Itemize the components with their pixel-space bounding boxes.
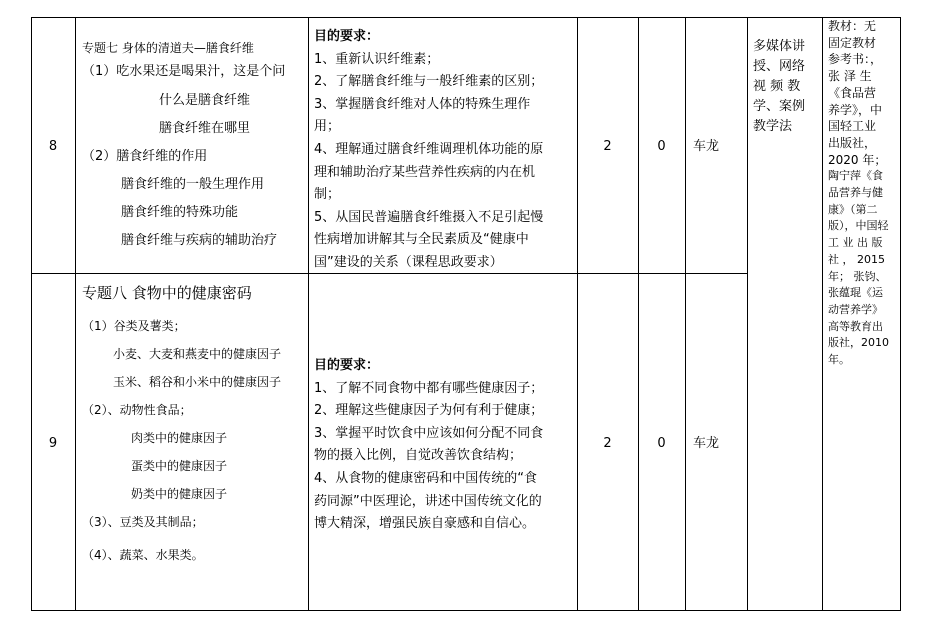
table-divider xyxy=(577,17,578,611)
material-line: 动营养学》 xyxy=(828,302,883,316)
table-divider xyxy=(75,17,76,611)
table-border-top xyxy=(31,17,901,18)
topic-line: （3）、豆类及其制品； xyxy=(82,515,204,529)
material-line: 社 ， 2015 xyxy=(828,252,885,266)
objectives-line: 5、从国民普遍膳食纤维摄入不足引起慢 xyxy=(314,209,544,225)
material-line: 参考书：， xyxy=(828,52,883,67)
material-line: 康》（第二 xyxy=(828,202,878,216)
table-border-left xyxy=(31,17,32,611)
objectives-heading: 目的要求： xyxy=(314,29,380,44)
topic-line: 玉米、稻谷和小米中的健康因子 xyxy=(113,375,282,389)
topic-line: （2）膳食纤维的作用 xyxy=(82,149,208,164)
table-divider xyxy=(822,17,823,611)
material-line: 《食品营 xyxy=(828,85,877,100)
course-schedule-table xyxy=(31,17,901,611)
objectives-line: 4、从食物的健康密码和中国传统的“食 xyxy=(314,470,538,486)
topic-line: 膳食纤维的一般生理作用 xyxy=(121,177,265,192)
method-line: 教学法 xyxy=(753,119,793,134)
objectives-line: 4、理解通过膳食纤维调理机体功能的原 xyxy=(314,141,544,157)
lecture-hours: 2 xyxy=(603,139,612,154)
topic-line: 蛋类中的健康因子 xyxy=(131,459,228,473)
topic-line: 膳食纤维在哪里 xyxy=(159,121,251,136)
lecture-hours: 2 xyxy=(603,436,612,451)
objectives-line: 国”建设的关系（课程思政要求） xyxy=(314,254,503,270)
topic-line: 肉类中的健康因子 xyxy=(131,431,228,445)
objectives-line: 药同源”中医理论，讲述中国传统文化的 xyxy=(314,493,542,509)
material-line: 高等教育出 xyxy=(828,319,883,333)
material-line: 陶宁萍《食 xyxy=(828,169,883,183)
material-line: 版），中国轻 xyxy=(828,219,889,233)
material-line: 出版社， xyxy=(828,135,877,150)
objectives-block xyxy=(314,355,543,536)
row-number: 9 xyxy=(48,436,58,451)
lab-hours: 0 xyxy=(657,139,666,154)
material-line: 张 泽 生 xyxy=(828,69,872,84)
topic-line: 膳食纤维的特殊功能 xyxy=(121,205,239,220)
material-line: 年； 张钧、 xyxy=(828,269,887,283)
topic-line: （1）谷类及薯类； xyxy=(82,319,186,333)
material-line: 固定教材 xyxy=(828,35,877,50)
method-line: 视 频 教 xyxy=(753,79,801,94)
table-divider xyxy=(308,17,309,611)
table-border-right xyxy=(900,17,901,611)
table-divider xyxy=(685,17,686,611)
material-line: 养学》，中 xyxy=(828,102,883,117)
topic-title: 专题八 食物中的健康密码 xyxy=(82,284,252,302)
material-line: 国轻工业 xyxy=(828,119,877,134)
material-line: 张蕴琨《运 xyxy=(828,286,883,300)
table-border-bottom xyxy=(31,610,901,611)
material-line: 教材：无 xyxy=(828,19,877,33)
objectives-line: 用； xyxy=(314,119,341,135)
objectives-line: 3、掌握平时饮食中应该如何分配不同食 xyxy=(314,425,544,441)
table-divider xyxy=(747,17,748,611)
objectives-line: 博大精深，增强民族自豪感和自信心。 xyxy=(314,516,536,532)
teacher-name: 车龙 xyxy=(693,139,720,154)
teacher-name: 车龙 xyxy=(693,436,720,451)
topic-title: 专题七 身体的清道夫—膳食纤维 xyxy=(82,41,254,55)
topic-line: 奶类中的健康因子 xyxy=(131,487,228,501)
objectives-line: 1、了解不同食物中都有哪些健康因子； xyxy=(314,380,544,396)
objectives-line: 性病增加讲解其与全民素质及“健康中 xyxy=(314,232,529,248)
method-line: 授、网络 xyxy=(753,59,806,74)
topic-line: 小麦、大麦和燕麦中的健康因子 xyxy=(113,347,282,361)
teaching-method-cell xyxy=(753,37,805,137)
table-divider xyxy=(638,17,639,611)
objectives-line: 制； xyxy=(314,187,341,203)
lab-hours: 0 xyxy=(657,436,666,451)
topic-line: （2）、动物性食品； xyxy=(82,403,192,417)
topic-line: 膳食纤维与疾病的辅助治疗 xyxy=(121,233,278,248)
objectives-line: 物的摄入比例，自觉改善饮食结构； xyxy=(314,448,523,464)
objectives-line: 1、重新认识纤维素； xyxy=(314,51,440,67)
objectives-line: 2、了解膳食纤维与一般纤维素的区别； xyxy=(314,74,544,90)
objectives-heading: 目的要求： xyxy=(314,358,380,373)
row-number: 8 xyxy=(48,139,58,154)
method-line: 学、案例 xyxy=(753,99,806,114)
material-line: 工 业 出 版 xyxy=(828,236,883,250)
material-line: 年。 xyxy=(828,353,850,367)
objectives-block xyxy=(314,26,543,275)
method-line: 多媒体讲 xyxy=(753,39,806,54)
topic-line: （1）吃水果还是喝果汁，这是个问 xyxy=(82,64,286,79)
objectives-line: 理和辅助治疗某些营养性疾病的内在机 xyxy=(314,164,536,180)
objectives-line: 3、掌握膳食纤维对人体的特殊生理作 xyxy=(314,96,531,112)
material-line: 版社，2010 xyxy=(828,336,889,350)
topic-line: 什么是膳食纤维 xyxy=(159,93,251,108)
topic-line: （4）、蔬菜、水果类。 xyxy=(82,548,204,562)
material-line: 2020 年； xyxy=(828,152,887,167)
textbook-cell xyxy=(828,18,889,369)
objectives-line: 2、理解这些健康因子为何有利于健康； xyxy=(314,403,544,419)
material-line: 品营养与健 xyxy=(828,186,883,200)
